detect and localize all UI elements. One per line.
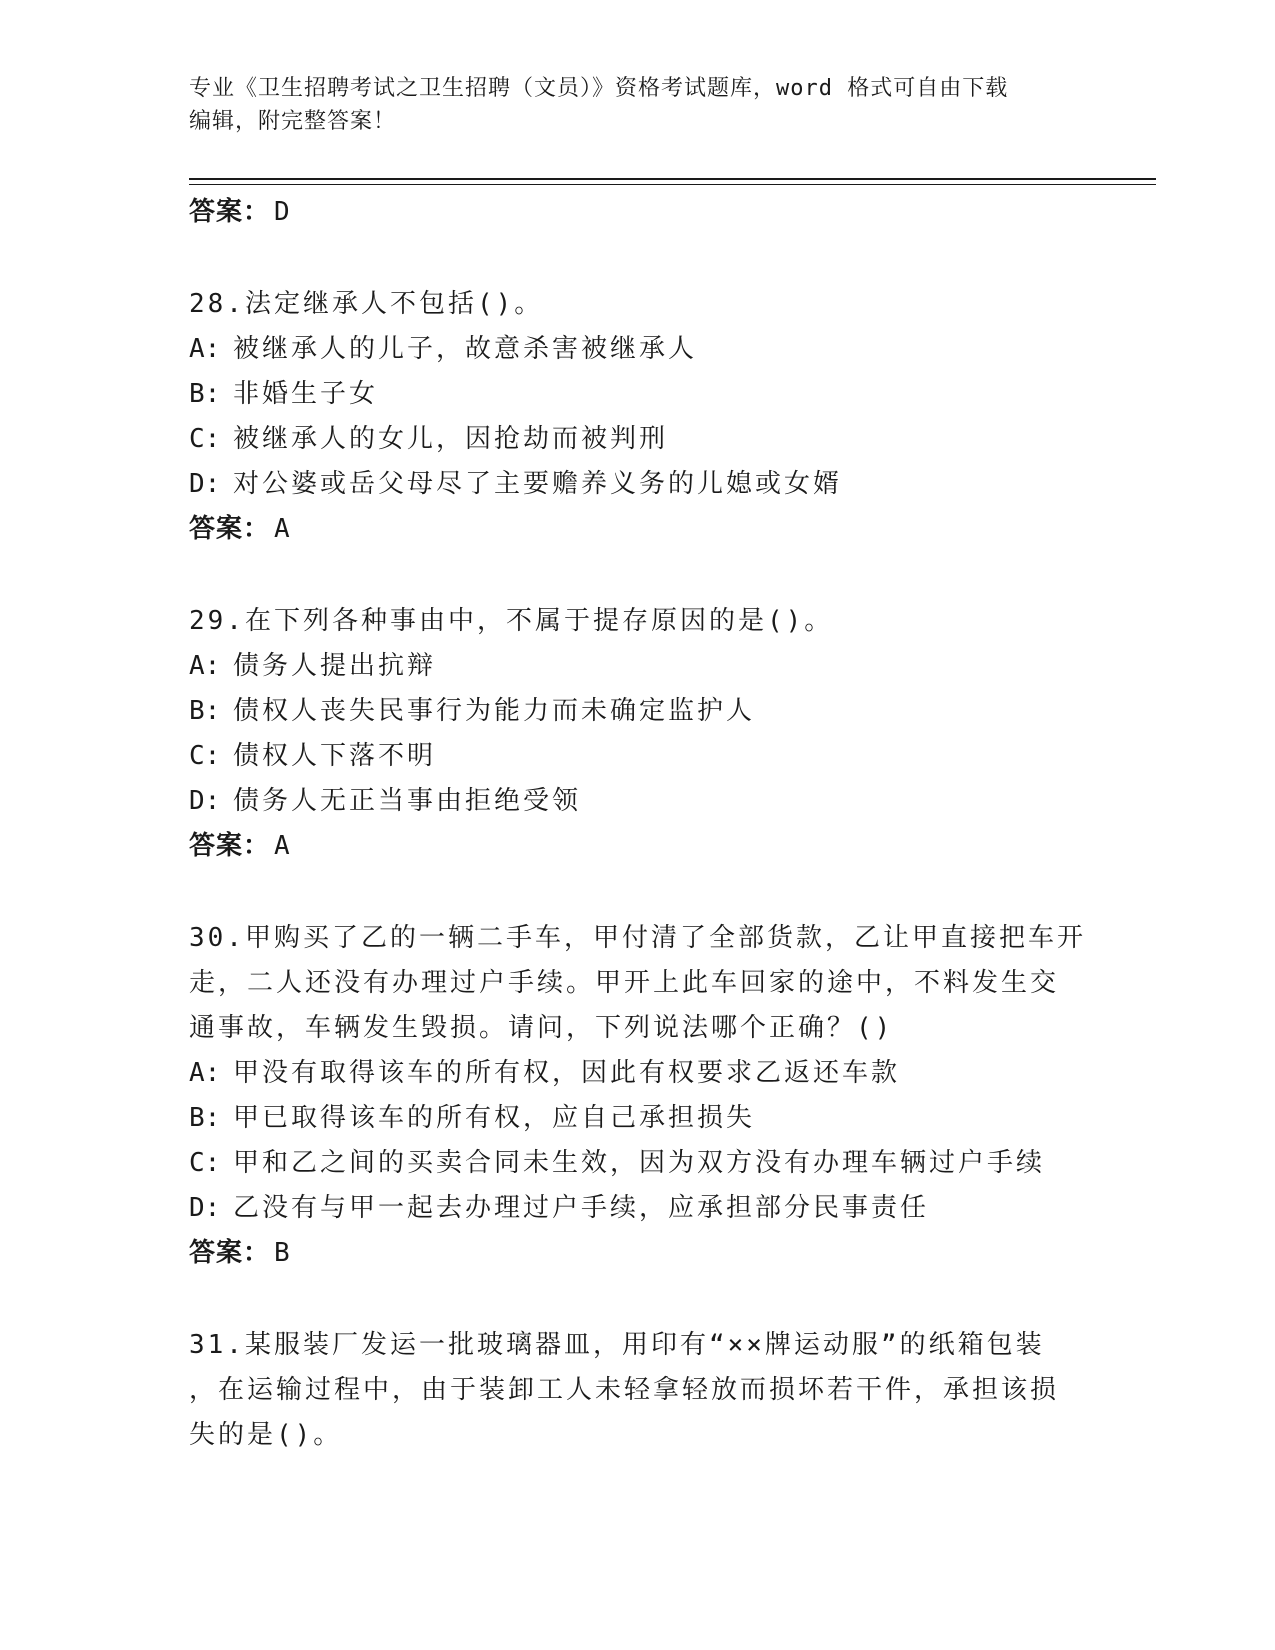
answer-line — [189, 507, 1089, 551]
option-text: 债务人提出抗辩 — [233, 651, 437, 681]
answer-option — [189, 734, 1089, 779]
header-line-1: 专业《卫生招聘考试之卫生招聘（文员）》资格考试题库，word 格式可自由下载 — [189, 76, 1009, 101]
question-block — [189, 282, 1089, 551]
question-block — [189, 1323, 1089, 1458]
option-letter: D: — [189, 786, 221, 816]
answer-option — [189, 1096, 1089, 1141]
answer-line — [189, 824, 1089, 868]
option-letter: A: — [189, 334, 221, 364]
answer-label: 答案： — [189, 831, 271, 861]
answer-option — [189, 372, 1089, 417]
option-letter: A: — [189, 1058, 221, 1088]
option-letter: A: — [189, 651, 221, 681]
answer-option — [189, 1186, 1089, 1231]
question-text: 30.甲购买了乙的一辆二手车，甲付清了全部货款，乙让甲直接把车开 — [189, 923, 1086, 953]
answer-value: D — [274, 197, 291, 227]
option-letter: B: — [189, 696, 221, 726]
option-text: 甲已取得该车的所有权，应自己承担损失 — [233, 1103, 756, 1133]
answer-option — [189, 417, 1089, 462]
page-header — [189, 72, 1079, 138]
option-text: 乙没有与甲一起去办理过户手续，应承担部分民事责任 — [233, 1193, 930, 1223]
answer-label: 答案： — [189, 197, 271, 227]
answer-line — [189, 1231, 1089, 1275]
answer-option — [189, 644, 1089, 689]
option-text: 对公婆或岳父母尽了主要赡养义务的儿媳或女婿 — [233, 469, 843, 499]
option-letter: B: — [189, 379, 221, 409]
question-text: ，在运输过程中，由于装卸工人未轻拿轻放而损坏若干件，承担该损 — [189, 1375, 1060, 1405]
question-block — [189, 599, 1089, 868]
answer-value: A — [274, 831, 291, 861]
header-line-2: 编辑，附完整答案！ — [189, 109, 397, 134]
answer-option — [189, 779, 1089, 824]
option-text: 被继承人的儿子，故意杀害被继承人 — [233, 334, 698, 364]
answer-option — [189, 327, 1089, 372]
question-block — [189, 916, 1089, 1275]
option-letter: D: — [189, 469, 221, 499]
answer-option — [189, 462, 1089, 507]
option-letter: C: — [189, 1148, 221, 1178]
header-divider-thin — [189, 184, 1156, 185]
option-text: 被继承人的女儿，因抢劫而被判刑 — [233, 424, 669, 454]
question-text: 29.在下列各种事由中，不属于提存原因的是()。 — [189, 606, 834, 636]
option-text: 债权人下落不明 — [233, 741, 437, 771]
answer-label: 答案： — [189, 1238, 271, 1268]
answer-option — [189, 1141, 1089, 1186]
option-text: 债务人无正当事由拒绝受领 — [233, 786, 582, 816]
option-letter: C: — [189, 741, 221, 771]
option-text: 甲和乙之间的买卖合同未生效，因为双方没有办理车辆过户手续 — [233, 1148, 1046, 1178]
answer-line — [189, 190, 1089, 234]
answer-label: 答案： — [189, 514, 271, 544]
question-text: 失的是()。 — [189, 1420, 343, 1450]
option-text: 债权人丧失民事行为能力而未确定监护人 — [233, 696, 756, 726]
answer-value: B — [274, 1238, 291, 1268]
answer-value: A — [274, 514, 291, 544]
question-text: 28.法定继承人不包括()。 — [189, 289, 544, 319]
question-text: 走，二人还没有办理过户手续。甲开上此车回家的途中，不料发生交 — [189, 968, 1060, 998]
option-text: 甲没有取得该车的所有权，因此有权要求乙返还车款 — [233, 1058, 901, 1088]
option-letter: B: — [189, 1103, 221, 1133]
option-letter: D: — [189, 1193, 221, 1223]
question-text: 31.某服装厂发运一批玻璃器皿，用印有“××牌运动服”的纸箱包装 — [189, 1330, 1045, 1360]
question-text: 通事故，车辆发生毁损。请问，下列说法哪个正确？() — [189, 1013, 894, 1043]
option-letter: C: — [189, 424, 221, 454]
answer-option — [189, 689, 1089, 734]
answer-option — [189, 1051, 1089, 1096]
option-text: 非婚生子女 — [233, 379, 379, 409]
header-divider-thick — [189, 178, 1156, 180]
question-list — [189, 190, 1089, 1458]
